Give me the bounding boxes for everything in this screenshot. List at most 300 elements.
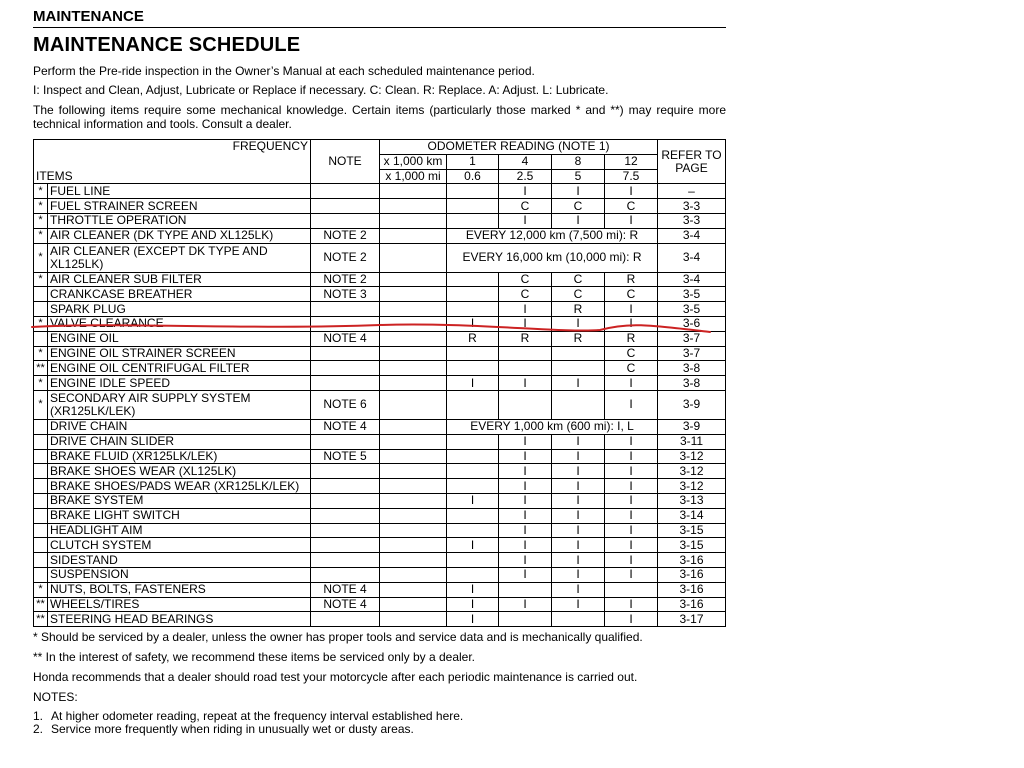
interval-cell: R <box>552 302 605 317</box>
interval-cell: I <box>605 376 658 391</box>
unit-cell <box>380 464 447 479</box>
refer-page: 3-5 <box>658 302 726 317</box>
item-name: NUTS, BOLTS, FASTENERS <box>48 582 311 597</box>
interval-cell: I <box>605 434 658 449</box>
item-note <box>311 316 380 331</box>
interval-cell: I <box>605 449 658 464</box>
refer-page: 3-11 <box>658 434 726 449</box>
item-name: BRAKE SHOES WEAR (XL125LK) <box>48 464 311 479</box>
interval-cell: I <box>605 316 658 331</box>
interval-cell: I <box>499 479 552 494</box>
refer-page: 3-16 <box>658 567 726 582</box>
interval-cell: I <box>552 523 605 538</box>
service-marker <box>34 331 48 346</box>
table-row <box>34 419 726 434</box>
item-note <box>311 213 380 228</box>
unit-cell <box>380 361 447 376</box>
item-name: VALVE CLEARANCE <box>48 316 311 331</box>
interval-cell: I <box>605 538 658 553</box>
km-value: 1 <box>447 154 499 169</box>
interval-cell: C <box>605 346 658 361</box>
interval-cell: I <box>499 449 552 464</box>
interval-cell: C <box>499 272 552 287</box>
footnote-double-star: ** In the interest of safety, we recommend these items be serviced only by a dealer. <box>33 650 476 664</box>
interval-cell <box>499 612 552 627</box>
item-note <box>311 464 380 479</box>
unit-cell <box>380 287 447 302</box>
unit-mi: x 1,000 mi <box>380 169 447 184</box>
note-item <box>33 723 463 736</box>
unit-cell <box>380 419 447 434</box>
item-name: SIDESTAND <box>48 553 311 568</box>
unit-cell <box>380 553 447 568</box>
item-name: WHEELS/TIRES <box>48 597 311 612</box>
service-marker: * <box>34 213 48 228</box>
intro-preride: Perform the Pre-ride inspection in the Owner’s Manual at each scheduled maintenance period. <box>33 64 535 78</box>
interval-cell <box>447 272 499 287</box>
item-name: THROTTLE OPERATION <box>48 213 311 228</box>
table-row <box>34 449 726 464</box>
interval-cell: C <box>605 287 658 302</box>
interval-cell: I <box>552 582 605 597</box>
item-name: BRAKE LIGHT SWITCH <box>48 508 311 523</box>
interval-cell: I <box>605 390 658 419</box>
interval-cell <box>447 199 499 214</box>
unit-cell <box>380 376 447 391</box>
item-name: AIR CLEANER (DK TYPE AND XL125LK) <box>48 228 311 243</box>
item-note: NOTE 2 <box>311 243 380 272</box>
interval-cell: I <box>552 479 605 494</box>
service-marker <box>34 449 48 464</box>
refer-page: 3-5 <box>658 287 726 302</box>
item-name: ENGINE OIL CENTRIFUGAL FILTER <box>48 361 311 376</box>
service-marker <box>34 508 48 523</box>
interval-cell: C <box>499 287 552 302</box>
interval-cell <box>447 302 499 317</box>
item-note: NOTE 2 <box>311 228 380 243</box>
interval-cell <box>499 346 552 361</box>
table-row <box>34 346 726 361</box>
interval-cell: I <box>552 553 605 568</box>
item-note <box>311 361 380 376</box>
table-row <box>34 567 726 582</box>
refer-page: 3-4 <box>658 272 726 287</box>
refer-page: 3-12 <box>658 464 726 479</box>
item-name: SECONDARY AIR SUPPLY SYSTEM (XR125LK/LEK) <box>48 390 311 419</box>
item-name: ENGINE IDLE SPEED <box>48 376 311 391</box>
unit-cell <box>380 331 447 346</box>
item-name: FUEL STRAINER SCREEN <box>48 199 311 214</box>
refer-page: 3-16 <box>658 597 726 612</box>
unit-cell <box>380 316 447 331</box>
refer-page: 3-7 <box>658 331 726 346</box>
interval-cell: I <box>499 567 552 582</box>
interval-cell: I <box>605 612 658 627</box>
refer-page: 3-15 <box>658 523 726 538</box>
service-marker <box>34 434 48 449</box>
item-note: NOTE 2 <box>311 272 380 287</box>
item-name: BRAKE FLUID (XR125LK/LEK) <box>48 449 311 464</box>
page-title: MAINTENANCE SCHEDULE <box>33 34 301 56</box>
table-row <box>34 612 726 627</box>
service-marker: ** <box>34 612 48 627</box>
note-text: Service more frequently when riding in unusually wet or dusty areas. <box>51 722 414 736</box>
note-number: 1. <box>33 709 44 723</box>
unit-cell <box>380 479 447 494</box>
note-header: NOTE <box>311 140 380 184</box>
service-marker <box>34 479 48 494</box>
table-row <box>34 597 726 612</box>
interval-cell <box>447 213 499 228</box>
refer-page: 3-4 <box>658 228 726 243</box>
mi-value: 2.5 <box>499 169 552 184</box>
unit-cell <box>380 243 447 272</box>
interval-cell <box>447 434 499 449</box>
service-marker <box>34 493 48 508</box>
item-name: BRAKE SYSTEM <box>48 493 311 508</box>
table-row <box>34 272 726 287</box>
table-row <box>34 390 726 419</box>
interval-cell: C <box>552 272 605 287</box>
interval-cell <box>552 361 605 376</box>
interval-cell <box>447 287 499 302</box>
interval-cell <box>552 390 605 419</box>
service-marker: * <box>34 390 48 419</box>
item-name: STEERING HEAD BEARINGS <box>48 612 311 627</box>
interval-cell: I <box>447 612 499 627</box>
mi-value: 7.5 <box>605 169 658 184</box>
interval-cell: C <box>552 287 605 302</box>
item-name: CRANKCASE BREATHER <box>48 287 311 302</box>
table-row <box>34 243 726 272</box>
interval-cell: I <box>605 493 658 508</box>
interval-cell: I <box>605 523 658 538</box>
service-marker <box>34 302 48 317</box>
interval-cell <box>499 582 552 597</box>
item-note: NOTE 3 <box>311 287 380 302</box>
interval-cell: I <box>605 567 658 582</box>
interval-cell: I <box>499 316 552 331</box>
service-marker <box>34 567 48 582</box>
item-name: DRIVE CHAIN <box>48 419 311 434</box>
interval-cell: I <box>447 493 499 508</box>
item-name: DRIVE CHAIN SLIDER <box>48 434 311 449</box>
service-marker <box>34 464 48 479</box>
item-name: SPARK PLUG <box>48 302 311 317</box>
notes-list <box>33 710 463 736</box>
service-marker: * <box>34 346 48 361</box>
interval-cell: I <box>499 523 552 538</box>
interval-cell: I <box>447 538 499 553</box>
interval-cell: I <box>499 302 552 317</box>
interval-cell: I <box>552 376 605 391</box>
service-marker <box>34 553 48 568</box>
intro-legend: I: Inspect and Clean, Adjust, Lubricate or Replace if necessary. C: Clean. R: Replace. A: Adjust. L: Lubricate. <box>33 83 609 97</box>
refer-header: REFER TO PAGE <box>658 140 726 184</box>
interval-cell <box>447 567 499 582</box>
interval-cell: I <box>499 553 552 568</box>
service-marker: ** <box>34 597 48 612</box>
interval-cell: I <box>552 567 605 582</box>
item-note: NOTE 5 <box>311 449 380 464</box>
refer-page: – <box>658 184 726 199</box>
notes-label: NOTES: <box>33 690 78 704</box>
item-name: HEADLIGHT AIM <box>48 523 311 538</box>
interval-cell: R <box>552 331 605 346</box>
table-row <box>34 582 726 597</box>
item-note <box>311 493 380 508</box>
refer-page: 3-7 <box>658 346 726 361</box>
unit-cell <box>380 228 447 243</box>
refer-page: 3-15 <box>658 538 726 553</box>
interval-cell: I <box>447 316 499 331</box>
refer-page: 3-9 <box>658 419 726 434</box>
unit-km: x 1,000 km <box>380 154 447 169</box>
interval-cell <box>447 479 499 494</box>
unit-cell <box>380 493 447 508</box>
km-value: 8 <box>552 154 605 169</box>
interval-cell: I <box>605 553 658 568</box>
table-row <box>34 553 726 568</box>
item-note <box>311 376 380 391</box>
section-title: MAINTENANCE <box>33 8 726 28</box>
item-name: AIR CLEANER SUB FILTER <box>48 272 311 287</box>
refer-page: 3-16 <box>658 582 726 597</box>
refer-page: 3-16 <box>658 553 726 568</box>
table-row <box>34 184 726 199</box>
item-note <box>311 479 380 494</box>
interval-cell: I <box>499 184 552 199</box>
interval-cell: R <box>605 331 658 346</box>
interval-cell: C <box>605 361 658 376</box>
header-row-km <box>34 154 726 169</box>
interval-cell: I <box>499 597 552 612</box>
table-row <box>34 493 726 508</box>
interval-span: EVERY 16,000 km (10,000 mi): R <box>447 243 658 272</box>
table-row <box>34 523 726 538</box>
refer-page: 3-4 <box>658 243 726 272</box>
table-row <box>34 376 726 391</box>
interval-cell <box>447 464 499 479</box>
interval-cell: I <box>552 213 605 228</box>
item-name: ENGINE OIL <box>48 331 311 346</box>
unit-cell <box>380 346 447 361</box>
interval-cell: I <box>447 376 499 391</box>
interval-cell: I <box>552 597 605 612</box>
item-note <box>311 184 380 199</box>
interval-cell: I <box>605 302 658 317</box>
unit-cell <box>380 523 447 538</box>
item-note: NOTE 4 <box>311 582 380 597</box>
mi-value: 0.6 <box>447 169 499 184</box>
item-note <box>311 199 380 214</box>
service-marker: * <box>34 199 48 214</box>
refer-page: 3-14 <box>658 508 726 523</box>
interval-cell: I <box>605 213 658 228</box>
interval-cell: I <box>552 493 605 508</box>
table-row <box>34 213 726 228</box>
item-note <box>311 523 380 538</box>
refer-page: 3-9 <box>658 390 726 419</box>
odometer-header: ODOMETER READING (NOTE 1) <box>380 140 658 155</box>
refer-page: 3-3 <box>658 213 726 228</box>
interval-cell: I <box>605 479 658 494</box>
item-name: ENGINE OIL STRAINER SCREEN <box>48 346 311 361</box>
table-row <box>34 538 726 553</box>
table-row <box>34 464 726 479</box>
interval-cell <box>499 390 552 419</box>
service-marker: * <box>34 184 48 199</box>
service-marker: * <box>34 243 48 272</box>
interval-cell: I <box>552 538 605 553</box>
interval-span: EVERY 12,000 km (7,500 mi): R <box>447 228 658 243</box>
interval-cell: I <box>499 434 552 449</box>
unit-cell <box>380 597 447 612</box>
service-marker: * <box>34 228 48 243</box>
item-name: CLUTCH SYSTEM <box>48 538 311 553</box>
interval-cell: I <box>499 493 552 508</box>
interval-cell <box>447 361 499 376</box>
unit-cell <box>380 390 447 419</box>
interval-cell <box>447 553 499 568</box>
table-row <box>34 508 726 523</box>
maintenance-schedule-table <box>33 139 726 627</box>
interval-cell: I <box>552 449 605 464</box>
interval-cell: R <box>447 331 499 346</box>
note-number: 2. <box>33 722 44 736</box>
item-name: FUEL LINE <box>48 184 311 199</box>
interval-cell: I <box>552 434 605 449</box>
item-note <box>311 612 380 627</box>
frequency-header: FREQUENCY <box>34 140 311 155</box>
unit-cell <box>380 302 447 317</box>
interval-cell: I <box>605 184 658 199</box>
item-name: AIR CLEANER (EXCEPT DK TYPE AND XL125LK) <box>48 243 311 272</box>
service-marker: * <box>34 316 48 331</box>
interval-cell <box>552 612 605 627</box>
interval-cell: R <box>499 331 552 346</box>
item-note <box>311 434 380 449</box>
interval-cell <box>447 346 499 361</box>
interval-cell: C <box>499 199 552 214</box>
item-note: NOTE 4 <box>311 597 380 612</box>
intro-mechanical: The following items require some mechanical knowledge. Certain items (particularly those marked * and **) may require more technical information and tools. Consult a dealer. <box>33 103 726 131</box>
item-note: NOTE 4 <box>311 419 380 434</box>
interval-cell: I <box>605 597 658 612</box>
table-row <box>34 199 726 214</box>
km-value: 12 <box>605 154 658 169</box>
table-row <box>34 228 726 243</box>
interval-cell <box>447 390 499 419</box>
interval-cell: I <box>499 376 552 391</box>
interval-cell: I <box>447 582 499 597</box>
interval-cell <box>447 449 499 464</box>
unit-cell <box>380 582 447 597</box>
item-note <box>311 567 380 582</box>
interval-cell <box>447 508 499 523</box>
interval-cell <box>552 346 605 361</box>
items-header: ITEMS <box>34 154 311 184</box>
item-name: BRAKE SHOES/PADS WEAR (XR125LK/LEK) <box>48 479 311 494</box>
table-row <box>34 316 726 331</box>
km-value: 4 <box>499 154 552 169</box>
unit-cell <box>380 213 447 228</box>
footnote-single-star: * Should be serviced by a dealer, unless the owner has proper tools and service data and is mechanically qualified. <box>33 630 643 644</box>
item-name: SUSPENSION <box>48 567 311 582</box>
interval-cell: C <box>552 199 605 214</box>
note-text: At higher odometer reading, repeat at the frequency interval established here. <box>51 709 464 723</box>
interval-cell: I <box>499 464 552 479</box>
service-marker <box>34 538 48 553</box>
unit-cell <box>380 612 447 627</box>
table-row <box>34 287 726 302</box>
table-row <box>34 331 726 346</box>
interval-cell: R <box>605 272 658 287</box>
service-marker: ** <box>34 361 48 376</box>
service-marker <box>34 523 48 538</box>
refer-page: 3-3 <box>658 199 726 214</box>
unit-cell <box>380 538 447 553</box>
road-test-note: Honda recommends that a dealer should road test your motorcycle after each periodic maintenance is carried out. <box>33 670 638 684</box>
refer-page: 3-13 <box>658 493 726 508</box>
unit-cell <box>380 272 447 287</box>
interval-cell <box>605 582 658 597</box>
refer-page: 3-8 <box>658 361 726 376</box>
interval-cell <box>499 361 552 376</box>
unit-cell <box>380 434 447 449</box>
interval-cell: I <box>552 508 605 523</box>
table-row <box>34 302 726 317</box>
refer-page: 3-6 <box>658 316 726 331</box>
unit-cell <box>380 508 447 523</box>
interval-cell: I <box>552 184 605 199</box>
interval-cell: I <box>552 316 605 331</box>
interval-span: EVERY 1,000 km (600 mi): I, L <box>447 419 658 434</box>
unit-cell <box>380 449 447 464</box>
interval-cell: I <box>605 508 658 523</box>
interval-cell: I <box>605 464 658 479</box>
item-note: NOTE 4 <box>311 331 380 346</box>
item-note <box>311 508 380 523</box>
interval-cell <box>447 184 499 199</box>
unit-cell <box>380 184 447 199</box>
interval-cell <box>447 523 499 538</box>
item-note <box>311 538 380 553</box>
service-marker <box>34 419 48 434</box>
interval-cell: I <box>499 508 552 523</box>
interval-cell: I <box>552 464 605 479</box>
interval-cell: I <box>499 538 552 553</box>
service-marker <box>34 287 48 302</box>
unit-cell <box>380 567 447 582</box>
service-marker: * <box>34 376 48 391</box>
refer-page: 3-17 <box>658 612 726 627</box>
table-row <box>34 361 726 376</box>
interval-cell: C <box>605 199 658 214</box>
item-note <box>311 346 380 361</box>
item-note: NOTE 6 <box>311 390 380 419</box>
refer-page: 3-8 <box>658 376 726 391</box>
interval-cell: I <box>499 213 552 228</box>
header-row-1 <box>34 140 726 155</box>
item-note <box>311 302 380 317</box>
item-note <box>311 553 380 568</box>
unit-cell <box>380 199 447 214</box>
mi-value: 5 <box>552 169 605 184</box>
table-row <box>34 434 726 449</box>
service-marker: * <box>34 272 48 287</box>
refer-page: 3-12 <box>658 479 726 494</box>
